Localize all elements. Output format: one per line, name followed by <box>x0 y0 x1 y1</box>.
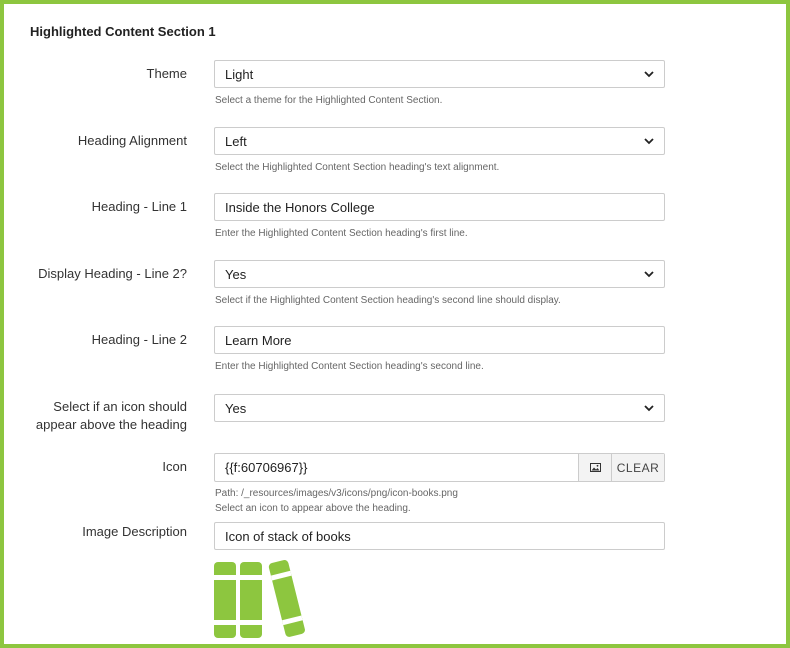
icon-field-group <box>214 453 665 482</box>
section-title: Highlighted Content Section 1 <box>30 24 216 39</box>
image-description-label: Image Description <box>82 524 187 539</box>
theme-select[interactable] <box>214 60 665 88</box>
icon-toggle-value: Yes <box>225 400 247 416</box>
display-line2-help: Select if the Highlighted Content Section heading's second line should display. <box>215 295 561 306</box>
chevron-down-icon <box>644 403 654 413</box>
image-icon <box>590 459 601 477</box>
icon-toggle-label-line2: appear above the heading <box>35 417 187 432</box>
heading-line1-input[interactable] <box>214 193 665 221</box>
image-description-input[interactable] <box>214 522 665 550</box>
icon-help: Select an icon to appear above the heading. <box>215 503 411 514</box>
display-line2-label: Display Heading - Line 2? <box>38 266 187 281</box>
icon-toggle-select[interactable] <box>214 394 665 422</box>
theme-help: Select a theme for the Highlighted Content Section. <box>215 95 443 106</box>
chevron-down-icon <box>644 269 654 279</box>
clear-button[interactable]: CLEAR <box>611 454 664 481</box>
heading-line2-input[interactable] <box>214 326 665 354</box>
heading-line1-value: Inside the Honors College <box>225 199 375 215</box>
chevron-down-icon <box>644 136 654 146</box>
books-icon <box>214 558 310 647</box>
icon-toggle-label-line1: Select if an icon should <box>53 399 187 414</box>
image-description-value: Icon of stack of books <box>225 528 351 544</box>
heading-line2-help: Enter the Highlighted Content Section heading's second line. <box>215 361 484 372</box>
heading-line1-label: Heading - Line 1 <box>91 199 187 214</box>
heading-line2-value: Learn More <box>225 332 292 348</box>
icon-label: Icon <box>162 459 187 474</box>
chevron-down-icon <box>644 69 654 79</box>
heading-line2-label: Heading - Line 2 <box>91 332 187 347</box>
display-line2-select[interactable] <box>214 260 665 288</box>
heading-alignment-value: Left <box>225 133 247 149</box>
heading-alignment-select[interactable] <box>214 127 665 155</box>
icon-path: Path: /_resources/images/v3/icons/png/icon-books.png <box>215 488 458 499</box>
icon-input[interactable]: {{f:60706967}} <box>225 460 308 475</box>
theme-label: Theme <box>146 66 187 81</box>
theme-select-value: Light <box>225 66 254 82</box>
heading-alignment-help: Select the Highlighted Content Section heading's text alignment. <box>215 162 500 173</box>
display-line2-value: Yes <box>225 266 247 282</box>
browse-image-button[interactable] <box>578 454 611 481</box>
heading-alignment-label: Heading Alignment <box>77 133 187 148</box>
heading-line1-help: Enter the Highlighted Content Section heading's first line. <box>215 228 468 239</box>
